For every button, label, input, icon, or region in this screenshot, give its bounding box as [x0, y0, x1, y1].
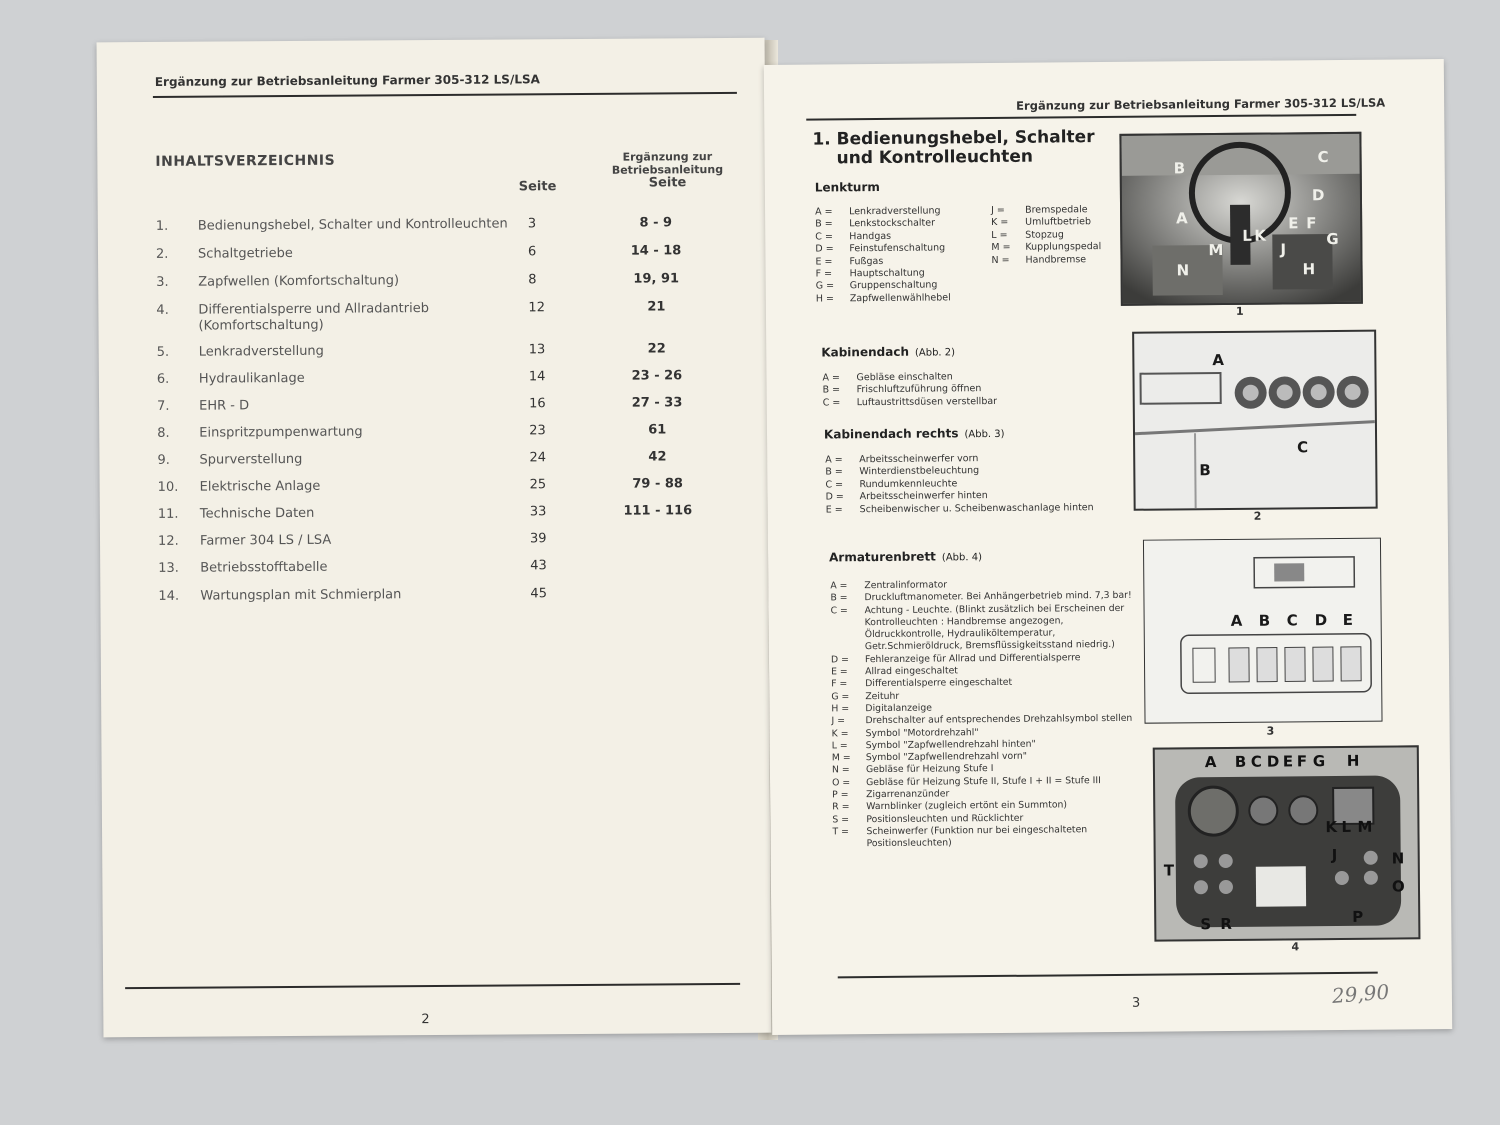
figure-callout-letter: B — [1199, 461, 1211, 480]
figure-callout-letter: A — [1204, 753, 1217, 772]
figure-callout-letter: D — [1266, 752, 1280, 771]
toc-text: Zapfwellen (Komfortschaltung) — [198, 273, 400, 290]
toc-page: 6 — [527, 244, 537, 260]
figure-callout-letter: H — [1346, 751, 1360, 770]
footer-rule — [125, 983, 740, 989]
legend-item — [991, 216, 1111, 229]
figure-4-dashboard — [1153, 745, 1421, 941]
cab-roof-image — [1134, 332, 1376, 509]
toc-row — [157, 476, 698, 495]
legend-item — [991, 229, 1111, 242]
legend-key: D = — [830, 654, 849, 666]
legend-key: M = — [991, 242, 1011, 254]
toc-num: 5. — [156, 344, 170, 360]
kabinendach-title — [821, 344, 955, 359]
legend-value: Arbeitsscheinwerfer hinten — [859, 490, 988, 503]
toc-row — [157, 503, 698, 522]
legend-key: C = — [822, 397, 841, 409]
toc-ext: 23 - 26 — [631, 368, 683, 384]
col-seite: Seite — [518, 179, 557, 195]
figure-callout-letter: E — [1282, 752, 1294, 771]
toc-ext: 61 — [648, 422, 667, 438]
legend-item — [826, 501, 1126, 516]
figure-callout-letter: D — [1314, 611, 1328, 630]
toc-ext: 22 — [647, 341, 666, 357]
toc-ext — [598, 530, 718, 531]
toc-ext: 19, 91 — [633, 271, 680, 287]
legend-value: Gruppenschaltung — [849, 279, 938, 292]
legend-value: Handbremse — [1025, 253, 1087, 266]
legend-value: Luftaustrittsdüsen verstellbar — [856, 395, 998, 408]
toc-ext: 111 - 116 — [623, 503, 693, 519]
toc-row — [156, 368, 697, 387]
legend-key: O = — [831, 777, 851, 789]
figure-callout-letter: E — [1288, 214, 1299, 233]
toc-row — [157, 449, 697, 468]
legend-value: Stopzug — [1025, 229, 1064, 241]
legend-key: N = — [991, 254, 1010, 266]
kabinendach-legend — [822, 370, 1082, 409]
legend-value: Handgas — [849, 230, 892, 243]
legend-value: Symbol "Zapfwellendrehzahl vorn" — [865, 750, 1028, 764]
legend-key: C = — [815, 231, 833, 243]
legend-key: S = — [832, 813, 850, 826]
figure-callout-letter: S — [1200, 915, 1212, 934]
legend-value: Scheinwerfer (Funktion nur bei eingeschalteten Positionsleuchten) — [866, 824, 1088, 850]
lenkturm-title: Lenkturm — [814, 179, 880, 195]
toc-row — [157, 395, 697, 414]
legend-value: Digitalanzeige — [865, 702, 932, 715]
legend-key: A = — [825, 454, 843, 466]
figure-2-cab-roof — [1132, 330, 1378, 511]
toc-ext: 79 - 88 — [632, 476, 683, 492]
legend-key: L = — [991, 229, 1008, 241]
kabinendach-rechts-title-text: Kabinendach rechts — [823, 426, 959, 442]
col-ergaenzung — [602, 150, 732, 190]
legend-value: Winterdienstbeleuchtung — [859, 465, 980, 478]
legend-item — [991, 204, 1111, 217]
figure-callout-letter: D — [1311, 186, 1325, 205]
toc-num: 2. — [155, 246, 169, 262]
legend-item — [823, 395, 1083, 410]
toc-num: 12. — [157, 533, 179, 549]
toc-num: 6. — [156, 371, 170, 387]
legend-key: C = — [825, 479, 844, 491]
legend-value: Frischluftzuführung öffnen — [856, 383, 982, 396]
toc-page: 12 — [528, 300, 545, 316]
figure-callout-letter: B — [1258, 611, 1271, 630]
legend-key: B = — [830, 592, 848, 604]
toc-row — [155, 243, 696, 262]
legend-key: T = — [832, 826, 849, 838]
toc-page: 43 — [530, 558, 547, 574]
toc-page: 45 — [530, 586, 547, 602]
toc-row — [156, 271, 696, 290]
toc-row — [157, 530, 698, 549]
figure-callout-letter: A — [1230, 611, 1243, 630]
section-title-line1: 1. Bedienungshebel, Schalter — [812, 127, 1095, 150]
toc-page: 23 — [529, 423, 546, 439]
page-header: Ergänzung zur Betriebsanleitung Farmer 305-312 LS/LSA — [154, 72, 540, 89]
figure-callout-letter: M — [1357, 817, 1373, 836]
left-page — [97, 38, 772, 1038]
legend-key: L = — [831, 740, 848, 752]
legend-key: E = — [831, 666, 848, 678]
legend-key: G = — [815, 280, 835, 292]
armaturenbrett-legend — [830, 578, 1137, 851]
figure-1-cab-interior — [1119, 132, 1362, 306]
legend-item — [832, 824, 1137, 851]
legend-item — [816, 292, 991, 306]
toc-text: Farmer 304 LS / LSA — [199, 532, 332, 549]
toc-ext: 8 - 9 — [639, 215, 673, 231]
figure-callout-letter: F — [1306, 214, 1317, 233]
toc-text: Hydraulikanlage — [198, 370, 305, 387]
figure-callout-letter: M — [1208, 240, 1224, 260]
figure-3-switch-panel — [1143, 538, 1383, 724]
figure-callout-letter: G — [1326, 229, 1339, 249]
toc-page: 8 — [528, 272, 537, 288]
right-page — [764, 59, 1452, 1035]
figure-callout-letter: E — [1342, 610, 1353, 629]
figure-callout-letter: J — [1280, 240, 1287, 259]
toc-ext: 14 - 18 — [630, 243, 682, 259]
legend-value: Positionsleuchten und Rücklichter — [866, 812, 1024, 825]
fig1-number: 1 — [1235, 304, 1244, 318]
toc-num: 11. — [157, 506, 179, 522]
toc-text: Spurverstellung — [199, 451, 303, 468]
legend-value: Differentialsperre eingeschaltet — [865, 677, 1013, 690]
toc-page: 3 — [527, 216, 537, 232]
legend-value: Symbol "Zapfwellendrehzahl hinten" — [865, 738, 1036, 751]
figure-callout-letter: C — [1286, 611, 1298, 630]
toc-ext: 27 - 33 — [631, 395, 683, 411]
fig2-number: 2 — [1253, 509, 1262, 523]
figure-callout-letter: N — [1176, 261, 1190, 280]
figure-callout-letter: B — [1234, 752, 1247, 771]
legend-value: Rundumkennleuchte — [859, 478, 958, 490]
figure-callout-letter: C — [1250, 752, 1262, 771]
header-rule — [153, 92, 737, 98]
header-rule — [806, 114, 1356, 121]
figure-callout-letter: N — [1391, 849, 1405, 868]
legend-key: P = — [832, 789, 849, 801]
legend-value: Drehschalter auf entsprechendes Drehzahlsymbol stellen — [865, 713, 1133, 727]
legend-value: Achtung - Leuchte. (Blinkt zusätzlich bei Erscheinen der Kontrolleuchten : Handbremse angezogen, Öldruckkontrolle, Hydrauliköltemperatur, Getr.Schmieröldruck, Bremsflüssigkeitsstand niedrig.) — [864, 602, 1125, 653]
toc-ext: 42 — [648, 449, 667, 465]
figure-callout-letter: L — [1341, 817, 1352, 836]
figure-callout-letter: L — [1242, 226, 1252, 245]
toc-text: Lenkradverstellung — [198, 343, 324, 360]
figure-callout-letter: O — [1391, 877, 1405, 896]
figure-callout-letter: B — [1173, 159, 1186, 178]
legend-value: Fußgas — [849, 255, 884, 267]
armaturenbrett-title-text: Armaturenbrett — [829, 549, 936, 565]
legend-value: Lenkradverstellung — [849, 205, 941, 218]
legend-key: B = — [815, 218, 833, 230]
legend-key: A = — [815, 206, 833, 218]
legend-value: Kupplungspedal — [1025, 241, 1102, 253]
legend-value: Allrad eingeschaltet — [865, 665, 958, 678]
legend-value: Scheibenwischer u. Scheibenwaschanlage hinten — [859, 501, 1094, 515]
legend-key: F = — [815, 268, 833, 280]
legend-key: G = — [831, 690, 850, 703]
legend-key: H = — [815, 293, 834, 305]
toc-page: 14 — [528, 369, 546, 385]
armaturenbrett-ref: (Abb. 4) — [941, 552, 983, 564]
figure-callout-letter: T — [1163, 861, 1175, 880]
figure-callout-letter: C — [1297, 438, 1309, 457]
legend-key: B = — [825, 466, 843, 478]
switch-panel-image — [1144, 539, 1382, 723]
toc-text: Wartungsplan mit Schmierplan — [200, 587, 402, 604]
legend-value: Symbol "Motordrehzahl" — [865, 726, 979, 739]
figure-callout-letter: A — [1176, 209, 1188, 228]
toc-page: 39 — [529, 531, 547, 547]
legend-value: Zapfwellenwählhebel — [849, 292, 951, 305]
legend-key: K = — [831, 727, 849, 739]
col-ext-line2: Betriebsanleitung — [611, 162, 724, 177]
legend-key: E = — [825, 503, 843, 516]
legend-item — [830, 602, 1135, 654]
legend-key: F = — [831, 678, 848, 690]
legend-key: D = — [825, 491, 844, 503]
toc-num: 13. — [158, 560, 179, 576]
toc-text: Einspritzpumpenwartung — [199, 424, 363, 441]
dashboard-image — [1155, 747, 1419, 939]
toc-num: 1. — [155, 218, 169, 234]
legend-key: H = — [831, 703, 850, 715]
legend-key: R = — [832, 801, 850, 813]
legend-value: Fehleranzeige für Allrad und Differentialsperre — [864, 652, 1081, 665]
legend-value: Zigarrenanzünder — [866, 788, 950, 801]
toc-ext — [598, 557, 718, 558]
toc-num: 4. — [156, 302, 169, 318]
toc-text: EHR - D — [199, 398, 250, 414]
toc-text: Elektrische Anlage — [199, 478, 321, 495]
toc-num: 14. — [158, 588, 180, 604]
toc-text: Schaltgetriebe — [197, 245, 293, 262]
toc-title: INHALTSVERZEICHNIS — [155, 152, 336, 170]
toc-page: 25 — [529, 477, 547, 493]
fig3-number: 3 — [1266, 724, 1275, 738]
toc-page: 33 — [529, 504, 547, 520]
legend-key: D = — [815, 243, 834, 255]
legend-value: Bremspedale — [1025, 204, 1088, 216]
legend-key: C = — [830, 604, 848, 617]
legend-key: E = — [815, 256, 833, 268]
figure-callout-letter: K — [1325, 818, 1338, 837]
kabinendach-rechts-title — [824, 426, 1005, 442]
figure-callout-letter: F — [1296, 752, 1308, 771]
legend-key: A = — [830, 580, 848, 592]
figure-callout-letter: C — [1317, 148, 1329, 167]
toc-num: 9. — [157, 452, 170, 468]
toc-text: Betriebsstofftabelle — [200, 559, 328, 576]
figure-callout-letter: P — [1352, 907, 1364, 926]
handwritten-price: 29,90 — [1331, 979, 1391, 1009]
figure-callout-letter: K — [1254, 226, 1266, 245]
armaturenbrett-title — [829, 549, 982, 564]
legend-value: Hauptschaltung — [849, 267, 925, 280]
legend-item — [991, 241, 1111, 254]
legend-value: Druckluftmanometer. Bei Anhängerbetrieb mind. 7,3 bar! — [864, 590, 1132, 604]
legend-value: Arbeitsscheinwerfer vorn — [859, 453, 979, 466]
toc-text: Differentialsperre und Allradantrieb (Komfortschaltung) — [198, 301, 430, 334]
toc-row — [157, 422, 697, 441]
section-title — [812, 128, 1094, 168]
col-ext-line1: Ergänzung zur — [622, 150, 713, 164]
figure-callout-letter: R — [1220, 914, 1232, 934]
toc-row — [156, 341, 697, 360]
figure-callout-letter: A — [1212, 350, 1225, 370]
toc-num: 8. — [157, 425, 170, 441]
lenkturm-legend-1 — [815, 205, 991, 306]
legend-value: Lenkstockschalter — [849, 217, 936, 230]
legend-key: J = — [991, 204, 1005, 217]
toc-text: Technische Daten — [199, 505, 315, 522]
toc-row — [158, 557, 698, 576]
col-ext-line3: Seite — [648, 175, 687, 191]
toc-text: Bedienungshebel, Schalter und Kontrolleuchten — [197, 216, 508, 234]
footer-rule — [838, 972, 1378, 979]
kabinendach-title-text: Kabinendach — [821, 344, 910, 360]
kabinendach-rechts-ref: (Abb. 3) — [964, 428, 1005, 441]
legend-key: B = — [822, 384, 841, 396]
figure-callout-letter: G — [1312, 752, 1326, 771]
page-number: 2 — [421, 1012, 430, 1028]
fig4-number: 4 — [1291, 940, 1300, 954]
section-title-line2: und Kontrolleuchten — [836, 146, 1034, 169]
toc-row — [158, 585, 698, 604]
kabinendach-rechts-legend — [825, 452, 1126, 517]
lenkturm-legend-2 — [991, 204, 1112, 267]
figure-callout-letter: H — [1302, 260, 1316, 279]
toc-ext — [598, 585, 718, 586]
legend-value: Zeituhr — [865, 690, 900, 702]
toc-row — [155, 215, 696, 234]
toc-num: 3. — [156, 274, 169, 290]
legend-key: A = — [822, 372, 841, 384]
legend-value: Warnblinker (zugleich ertönt ein Summton) — [866, 799, 1068, 813]
legend-key: J = — [831, 715, 846, 727]
toc-row — [156, 299, 696, 334]
legend-value: Zentralinformator — [864, 579, 948, 592]
kabinendach-ref: (Abb. 2) — [914, 347, 956, 359]
toc-page: 24 — [529, 450, 547, 466]
legend-key: N = — [831, 764, 850, 776]
legend-key: K = — [991, 217, 1009, 229]
legend-value: Gebläse einschalten — [856, 371, 953, 384]
toc-page: 16 — [529, 396, 546, 412]
legend-item — [991, 254, 1111, 267]
legend-value: Umluftbetrieb — [1025, 216, 1092, 229]
toc-num: 10. — [157, 479, 179, 495]
legend-value: Gebläse für Heizung Stufe I — [865, 763, 994, 776]
legend-key: M = — [831, 752, 851, 764]
figure-callout-letter: J — [1331, 846, 1338, 865]
page-number: 3 — [1131, 995, 1141, 1011]
legend-value: Feinstufenschaltung — [849, 242, 946, 255]
toc-page: 13 — [528, 342, 546, 358]
legend-value: Gebläse für Heizung Stufe II, Stufe I + II = Stufe III — [865, 774, 1101, 788]
page-header: Ergänzung zur Betriebsanleitung Farmer 305-312 LS/LSA — [1016, 95, 1386, 113]
toc-ext: 21 — [647, 299, 666, 315]
toc-num: 7. — [157, 398, 170, 414]
